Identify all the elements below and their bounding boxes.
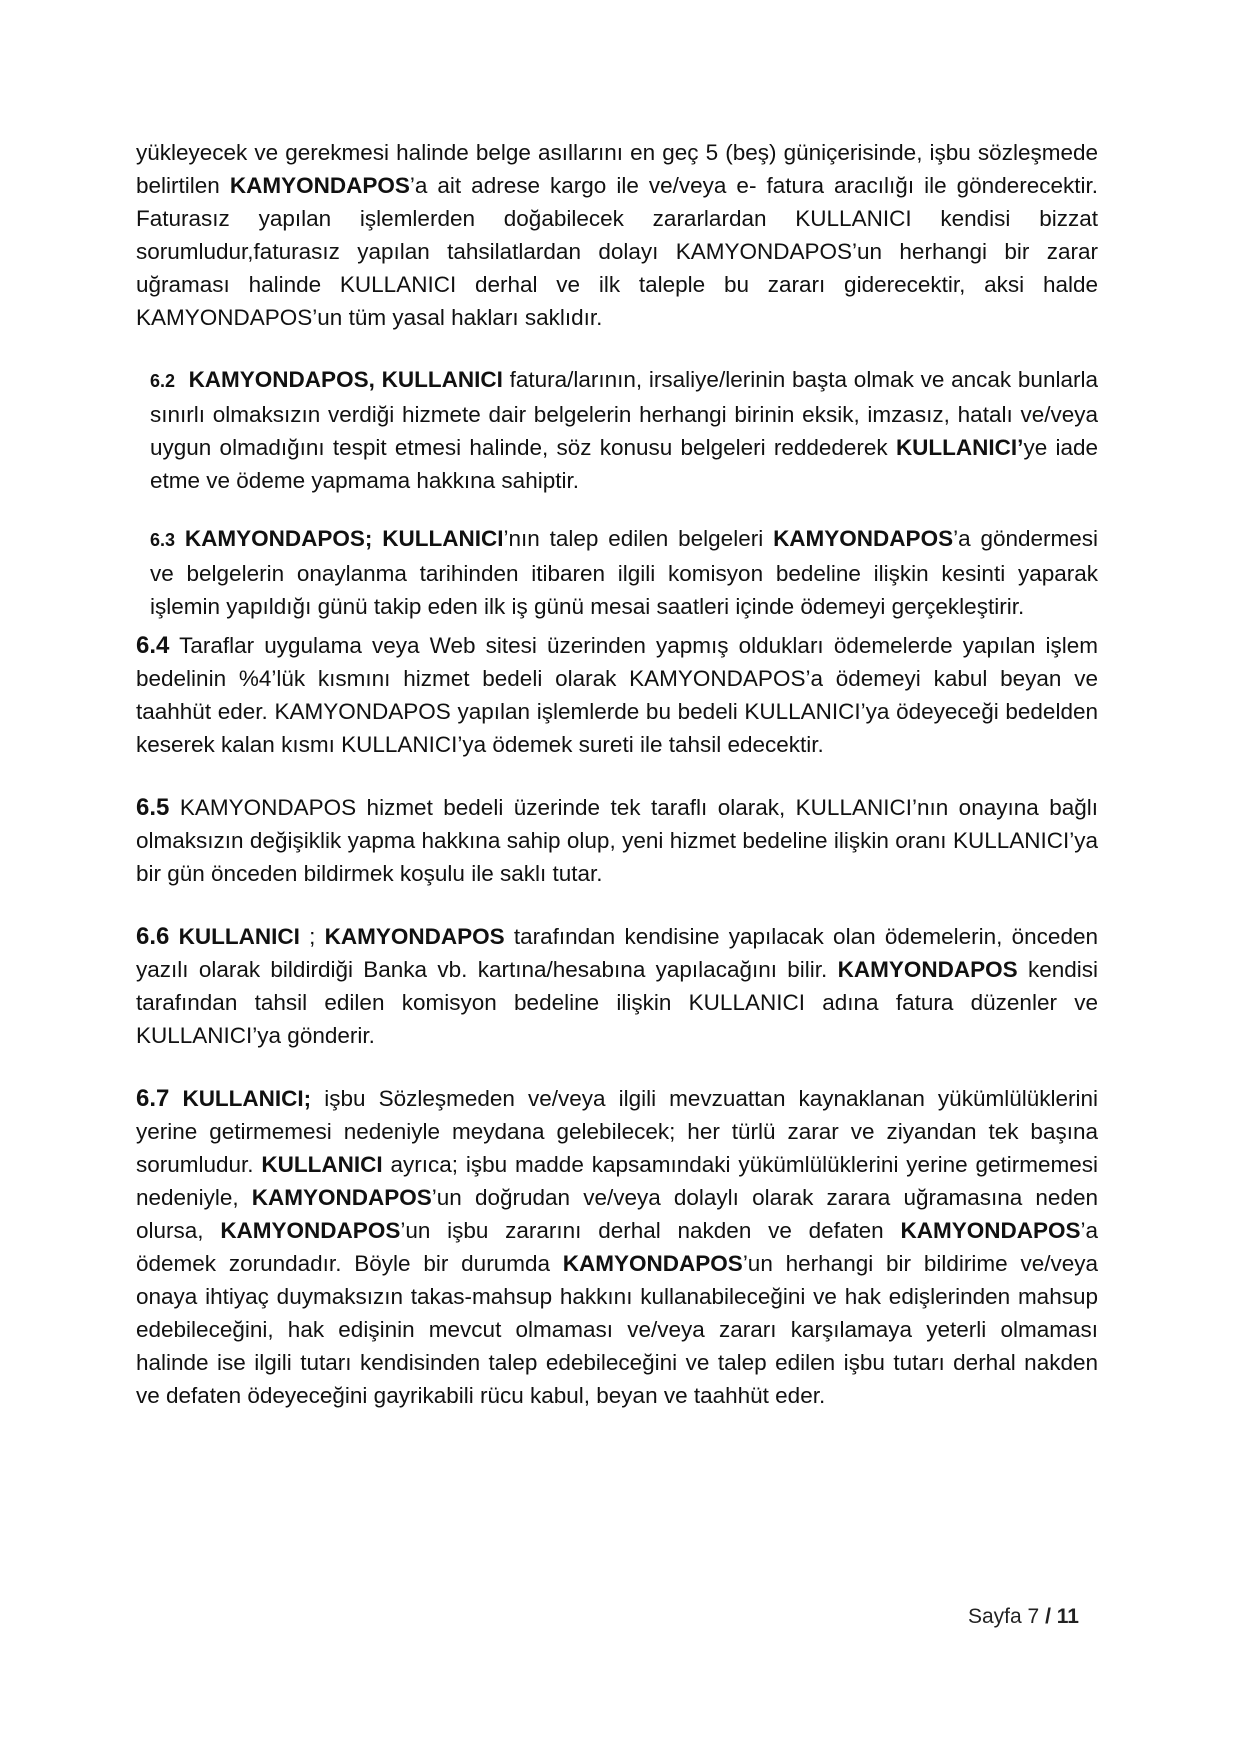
clause-number: 6.3 [150, 530, 176, 550]
clause-bold: KAMYONDAPOS, KULLANICI [188, 367, 503, 392]
clause-text: KAMYONDAPOS hizmet bedeli üzerinde tek taraflı olarak, KULLANICI’nın onayına bağlı olmaksızın değişiklik yapma hakkına sahip olup, yeni hizmet bedeline ilişkin oranı KULLANICI’ya bir gün önceden bildirmek koşulu ile saklı tutar. [136, 795, 1098, 886]
clause-6-7 [136, 1082, 1098, 1412]
clause-text: tarafından kendisine yapılacak olan ödemelerin, önceden yazılı olarak bildirdiği Banka vb. kartına/hesabına yapılacağını bilir. [136, 924, 1098, 982]
clause-bold: KULLANICI’ [895, 435, 1024, 460]
clause-number: 6.2 [150, 371, 176, 391]
page-separator: / [1039, 1605, 1057, 1628]
clause-6-3 [136, 522, 1098, 623]
clause-bold: KAMYONDAPOS [220, 1218, 401, 1243]
clause-number: 6.5 [136, 794, 170, 821]
document-page [136, 136, 1098, 1412]
clause-number: 6.6 [136, 923, 170, 950]
clause-text: ayrıca; işbu madde kapsamındaki yükümlülüklerini yerine getirmemesi nedeniyle, [136, 1152, 1098, 1210]
intro-text-2: ’a ait adrese kargo ile ve/veya e- fatura aracılığı ile gönderecektir. Faturasız yapılan işlemlerden doğabilecek zararlardan KULLANICI kendisi bizzat sorumludur,faturasız yapılan tahsilatlardan dolayı KAMYONDAPOS’un herhangi bir zarar uğraması halinde KULLANICI derhal ve ilk taleple bu zararı giderecektir, aksi halde KAMYONDAPOS’un tüm yasal hakları saklıdır. [136, 173, 1098, 330]
clause-bold: KAMYONDAPOS [900, 1218, 1081, 1243]
clause-6-6 [136, 920, 1098, 1052]
page-total: 11 [1056, 1605, 1079, 1628]
clause-text: ’un işbu zararını derhal nakden ve defaten [400, 1218, 901, 1243]
clause-6-2 [136, 363, 1098, 497]
clause-text: kendisi tarafından tahsil edilen komisyon bedeline ilişkin KULLANICI adına fatura düzenler ve KULLANICI’ya gönderir. [136, 957, 1098, 1048]
clause-bold: KAMYONDAPOS [837, 957, 1018, 982]
clause-number: 6.4 [136, 632, 170, 659]
clause-text: ’nın talep edilen belgeleri [503, 526, 774, 551]
clause-bold: KAMYONDAPOS; KULLANICI [184, 526, 504, 551]
page-current: 7 [1027, 1605, 1040, 1628]
clause-bold: KAMYONDAPOS [251, 1185, 432, 1210]
clause-text: ’a göndermesi ve belgelerin onaylanma tarihinden itibaren ilgili komisyon bedeline ilişkin kesinti yaparak işlemin yapıldığı günü takip eden ilk iş günü mesai saatleri içinde ödemeyi gerçekleştirir. [150, 526, 1099, 619]
page-label: Sayfa [968, 1605, 1028, 1628]
clause-text: ’a ödemek zorundadır. Böyle bir durumda [136, 1218, 1098, 1276]
clause-text: ye iade etme ve ödeme yapmama hakkına sahiptir. [150, 435, 1098, 493]
intro-paragraph [136, 136, 1098, 334]
clause-number: 6.7 [136, 1085, 170, 1112]
clause-text: ’un herhangi bir bildirime ve/veya onaya ihtiyaç duymaksızın takas-mahsup hakkını kullanabileceğini ve hak edişlerinden mahsup edebileceğini, hak edişinin mevcut olmaması ve/veya zararı karşılamaya yeterli olmaması halinde ise ilgili tutarı kendisinden talep edebileceğini ve talep edilen işbu tutarı derhal nakden ve defaten ödeyeceğini gayrikabili rücu kabul, beyan ve taahhüt eder. [136, 1251, 1098, 1408]
clause-6-5 [136, 791, 1098, 890]
clause-text: işbu Sözleşmeden ve/veya ilgili mevzuattan kaynaklanan yükümlülüklerini yerine getirmemesi nedeniyle meydana gelebilecek; her türlü zarar ve ziyandan tek başına sorumludur. [136, 1086, 1098, 1177]
clause-text: ; [299, 924, 325, 949]
intro-text-1: yükleyecek ve gerekmesi halinde belge asıllarını en geç 5 (beş) güniçerisinde, işbu sözleşmede belirtilen [136, 140, 1098, 198]
clause-bold: KAMYONDAPOS [773, 526, 954, 551]
clause-text: Taraflar uygulama veya Web sitesi üzerinden yapmış oldukları ödemelerde yapılan işlem bedelinin %4’lük kısmını hizmet bedeli olarak KAMYONDAPOS’a ödemeyi kabul beyan ve taahhüt eder. KAMYONDAPOS yapılan işlemlerde bu bedeli KULLANICI’ya ödeyeceği bedelden keserek kalan kısmı KULLANICI’ya ödemek sureti ile tahsil edecektir. [136, 633, 1098, 757]
intro-bold-1: KAMYONDAPOS [229, 173, 410, 198]
clause-bold: KAMYONDAPOS [562, 1251, 743, 1276]
clause-bold: KAMYONDAPOS [324, 924, 505, 949]
clause-bold: KULLANICI [261, 1152, 383, 1177]
clause-text: ’un doğrudan ve/veya dolaylı olarak zarara uğramasına neden olursa, [136, 1185, 1098, 1243]
clause-bold: KULLANICI [169, 924, 300, 949]
clause-6-4 [136, 629, 1098, 761]
clause-bold: KULLANICI; [169, 1086, 312, 1111]
page-footer [968, 1605, 1079, 1629]
clause-text: fatura/larının, irsaliye/lerinin başta olmak ve ancak bunlarla sınırlı olmaksızın verdiği hizmete dair belgelerin herhangi birinin eksik, imzasız, hatalı ve/veya uygun olmadığını tespit etmesi halinde, söz konusu belgeleri reddederek [150, 367, 1098, 460]
